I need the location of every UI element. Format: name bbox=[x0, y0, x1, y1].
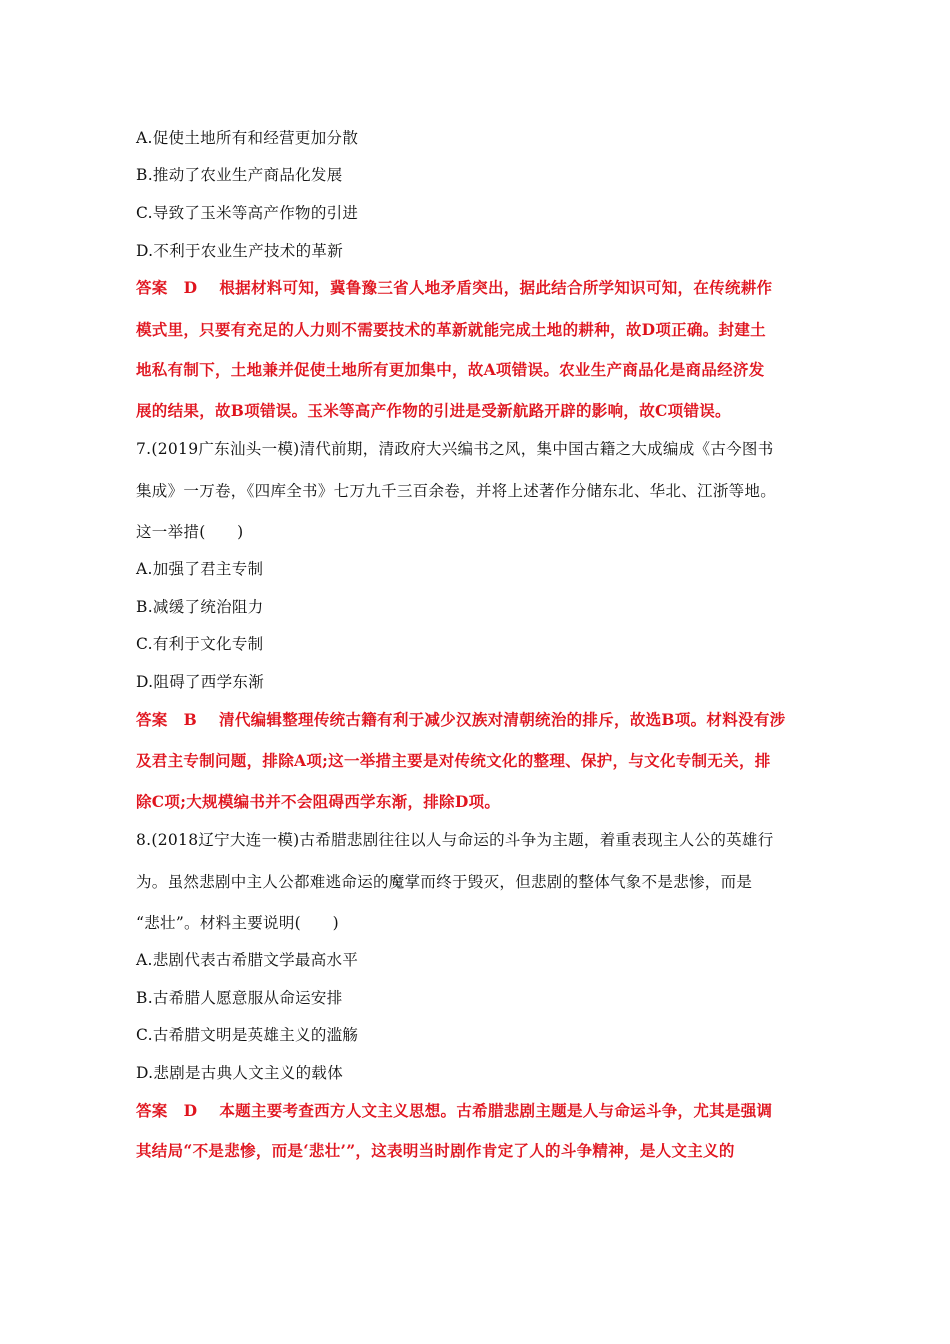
answer-text: 其结局“不是悲惨，而是‘悲壮’”，这表明当时剧作肯定了人的斗争精神，是人文主义的 bbox=[136, 1141, 735, 1160]
answer-text: 模式里，只要有充足的人力则不需要技术的革新就能完成土地的耕种，故D项正确。封建土 bbox=[136, 320, 766, 339]
option-c: C.有利于文化专制 bbox=[136, 635, 264, 653]
answer-label: 答案 bbox=[136, 278, 168, 297]
option-d: D.悲剧是古典人文主义的载体 bbox=[136, 1064, 344, 1082]
answer-text: 本题主要考查西方人文主义思想。古希腊悲剧主题是人与命运斗争，尤其是强调 bbox=[219, 1101, 773, 1120]
question-stem: 这一举措( ) bbox=[136, 523, 244, 541]
option-c: C.导致了玉米等高产作物的引进 bbox=[136, 204, 359, 222]
option-d: D.阻碍了西学东渐 bbox=[136, 673, 265, 691]
option-a: A.加强了君主专制 bbox=[136, 560, 264, 578]
option-d: D.不利于农业生产技术的革新 bbox=[136, 242, 344, 260]
answer-text: 展的结果，故B项错误。玉米等高产作物的引进是受新航路开辟的影响，故C项错误。 bbox=[136, 401, 731, 420]
answer-letter: D bbox=[183, 1101, 198, 1120]
answer-label: 答案 bbox=[136, 1101, 168, 1120]
answer-letter: B bbox=[183, 710, 198, 729]
answer-text: 除C项;大规模编书并不会阻碍西学东渐，排除D项。 bbox=[136, 792, 501, 811]
answer-label: 答案 bbox=[136, 710, 168, 729]
answer-text: 根据材料可知，冀鲁豫三省人地矛盾突出，据此结合所学知识可知，在传统耕作 bbox=[219, 278, 773, 297]
answer-line bbox=[136, 1100, 772, 1122]
option-b: B.古希腊人愿意服从命运安排 bbox=[136, 989, 343, 1007]
option-a: A.促使土地所有和经营更加分散 bbox=[136, 129, 359, 147]
answer-text: 清代编辑整理传统古籍有利于减少汉族对清朝统治的排斥，故选B项。材料没有涉 bbox=[219, 710, 786, 729]
question-stem: 集成》一万卷，《四库全书》七万九千三百余卷，并将上述著作分储东北、华北、江浙等地。 bbox=[136, 482, 777, 500]
question-stem: “悲壮”。材料主要说明( ) bbox=[136, 914, 339, 932]
option-b: B.推动了农业生产商品化发展 bbox=[136, 166, 343, 184]
question-stem: 7.(2019广东汕头一模)清代前期，清政府大兴编书之风，集中国古籍之大成编成《古今图书 bbox=[136, 440, 774, 458]
answer-letter: D bbox=[183, 278, 198, 297]
option-c: C.古希腊文明是英雄主义的滥觞 bbox=[136, 1026, 359, 1044]
question-stem: 为。虽然悲剧中主人公都难逃命运的魔掌而终于毁灭，但悲剧的整体气象不是悲惨，而是 bbox=[136, 873, 753, 891]
answer-text: 地私有制下，土地兼并促使土地所有更加集中，故A项错误。农业生产商品化是商品经济发 bbox=[136, 360, 765, 379]
answer-text: 及君主专制问题，排除A项;这一举措主要是对传统文化的整理、保护，与文化专制无关，排 bbox=[136, 751, 771, 770]
option-a: A.悲剧代表古希腊文学最高水平 bbox=[136, 951, 359, 969]
option-b: B.减缓了统治阻力 bbox=[136, 598, 264, 616]
answer-line bbox=[136, 709, 785, 731]
answer-line bbox=[136, 277, 772, 299]
question-stem: 8.(2018辽宁大连一模)古希腊悲剧往往以人与命运的斗争为主题，着重表现主人公的英雄行 bbox=[136, 831, 774, 849]
